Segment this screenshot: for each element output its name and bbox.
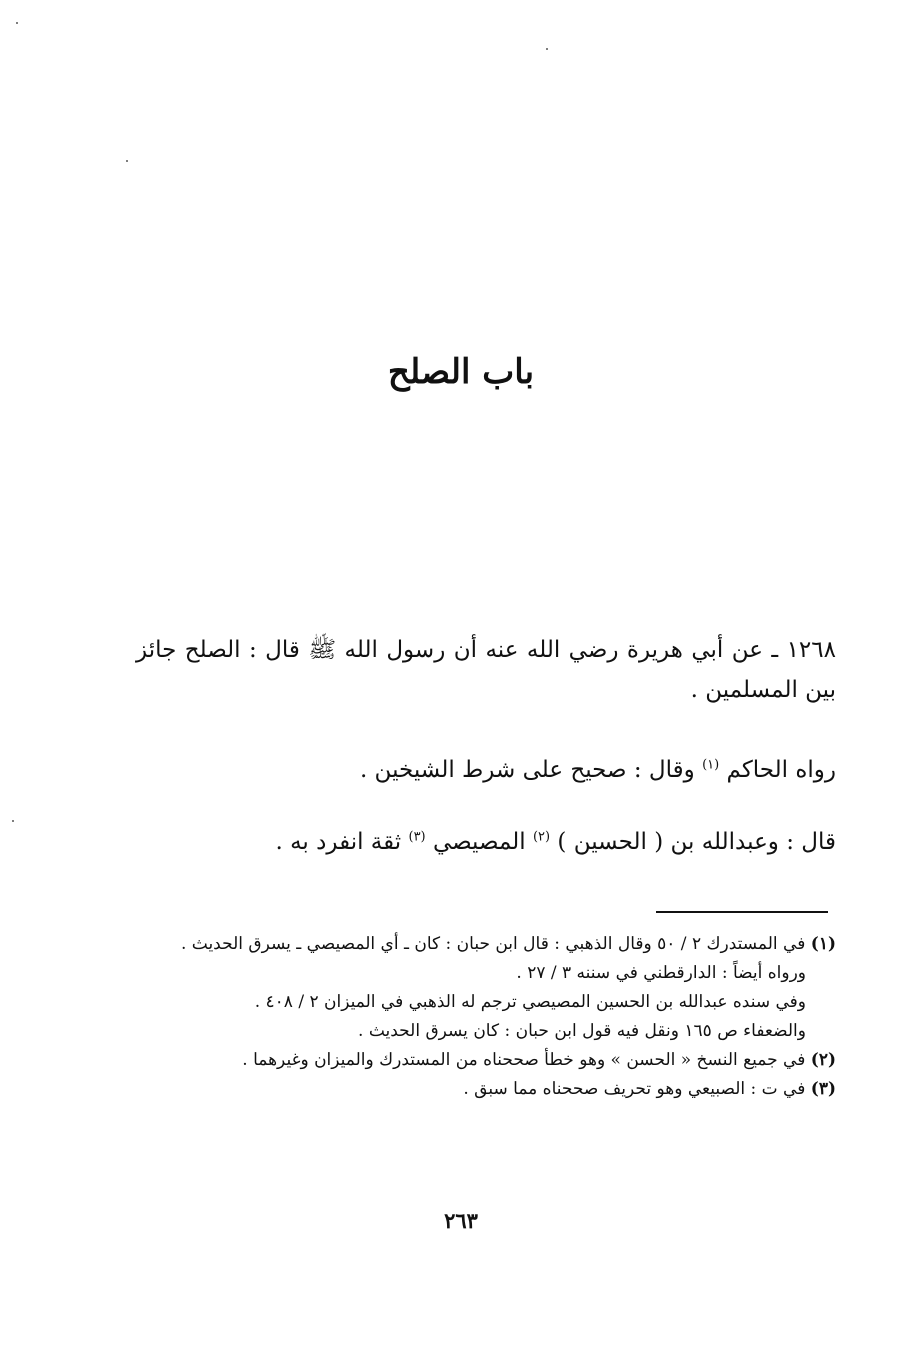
qaal-part-3: ثقة انفرد به . [275, 829, 402, 855]
footnote-1-text: في المستدرك ٢ / ٥٠ وقال الذهبي : قال ابن حبان : كان ـ أي المصيصي ـ يسرق الحديث . [180, 934, 806, 954]
footnote-1-line-2: ورواه أيضاً : الدارقطني في سننه ٣ / ٢٧ . [516, 963, 806, 983]
chapter-title: باب الصلح [387, 352, 535, 392]
scan-speck [12, 820, 14, 822]
footnote-2-text: في جميع النسخ « الحسن » وهو خطأ صححناه من المستدرك والميزان وغيرهما . [242, 1050, 806, 1070]
footnote-separator [656, 911, 828, 913]
narration-before: رواه الحاكم [726, 757, 836, 783]
footnote-1 [136, 930, 836, 959]
qaal-part-2: المصيصي [432, 829, 526, 855]
footnote-ref-1[interactable]: (١) [702, 757, 720, 773]
qaal-paragraph [136, 822, 836, 862]
footnote-ref-2[interactable]: (٢) [532, 829, 551, 845]
footnote-ref-3[interactable]: (٣) [408, 829, 426, 845]
narration-after: وقال : صحيح على شرط الشيخين . [359, 757, 695, 783]
footnotes-section [136, 930, 836, 1104]
qaal-part-1: قال : وعبدالله بن ( الحسين ) [557, 829, 836, 855]
footnote-1-line-3: وفي سنده عبدالله بن الحسين المصيصي ترجم له الذهبي في الميزان ٢ / ٤٠٨ . [254, 992, 806, 1012]
narration-paragraph [136, 750, 836, 790]
footnote-1-line-4: والضعفاء ص ١٦٥ ونقل فيه قول ابن حبان : كان يسرق الحديث . [358, 1021, 806, 1041]
footnote-3 [136, 1075, 836, 1104]
footnote-3-text: في ت : الصبيعي وهو تحريف صححناه مما سبق . [463, 1079, 806, 1099]
scan-speck [16, 22, 18, 24]
footnote-2-number: (٢) [810, 1050, 836, 1070]
hadith-number: ١٢٦٨ ـ [771, 637, 836, 663]
scan-speck [546, 48, 548, 50]
footnote-2 [136, 1046, 836, 1075]
footnote-3-number: (٣) [810, 1079, 836, 1099]
hadith-text: عن أبي هريرة رضي الله عنه أن رسول الله ﷺ قال : الصلح جائز بين المسلمين . [136, 637, 836, 703]
footnote-1-number: (١) [810, 934, 836, 954]
hadith-paragraph [136, 630, 836, 710]
page-number: ٢٦٣ [444, 1208, 478, 1233]
scan-speck [126, 160, 128, 162]
